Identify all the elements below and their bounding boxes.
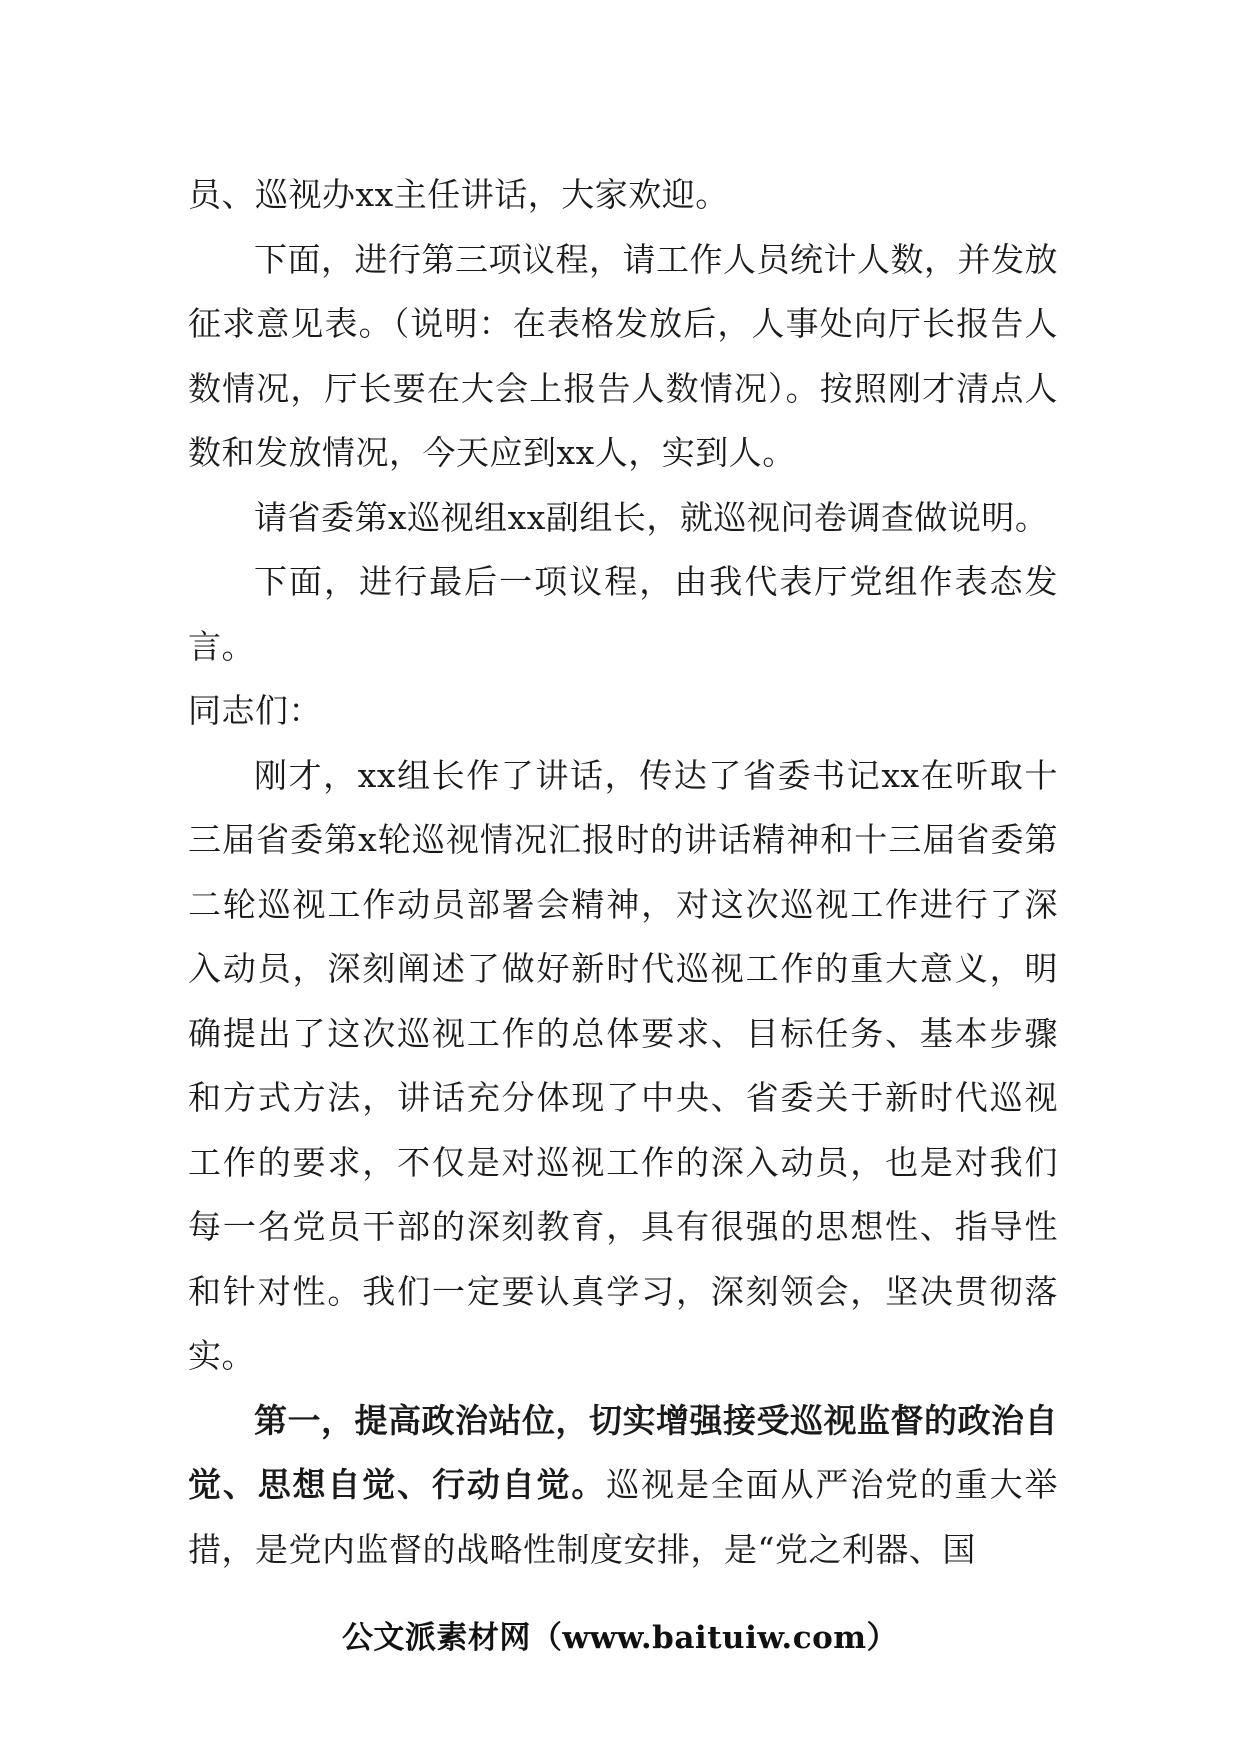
paragraph: 刚才，xx组长作了讲话，传达了省委书记xx在听取十三届省委第x轮巡视情况汇报时的讲话精神和十三届省委第二轮巡视工作动员部署会精神，对这次巡视工作进行了深入动员，深刻阐述了做好新时代巡视工作的重大意义，明确提出了这次巡视工作的总体要求、目标任务、基本步骤和方式方法，讲话充分体现了中央、省委关于新时代巡视工作的要求，不仅是对巡视工作的深入动员，也是对我们每一名党员干部的深刻教育，具有很强的思想性、指导性和针对性。我们一定要认真学习，深刻领会，坚决贯彻落实。 <box>188 755 1058 1375</box>
document-body <box>188 163 1058 1582</box>
section-heading: 第一，提高政治站位，切实增强接受巡视监督的政治自觉、思想自觉、行动自觉。 <box>188 1400 1058 1504</box>
page-footer: 公文派素材网（www.baituiw.com） <box>341 1620 899 1656</box>
section-body: 巡视是全面从严治党的重大举措，是党内监督的战略性制度安排，是“党之利器、国 <box>188 1465 1059 1569</box>
salutation: 同志们： <box>188 691 322 730</box>
paragraph: 请省委第x巡视组xx副组长，就巡视问卷调查做说明。 <box>254 497 1049 537</box>
paragraph: 下面，进行第三项议程，请工作人员统计人数，并发放征求意见表。（说明：在表格发放后，人事处向厅长报告人数情况，厅长要在大会上报告人数情况）。按照刚才清点人数和发放情况，今天应到xx人，实到人。 <box>188 239 1058 472</box>
paragraph: 员、巡视办xx主任讲话，大家欢迎。 <box>188 175 729 214</box>
section-paragraph <box>188 1389 1058 1583</box>
paragraph: 下面，进行最后一项议程，由我代表厅党组作表态发言。 <box>188 562 1058 666</box>
